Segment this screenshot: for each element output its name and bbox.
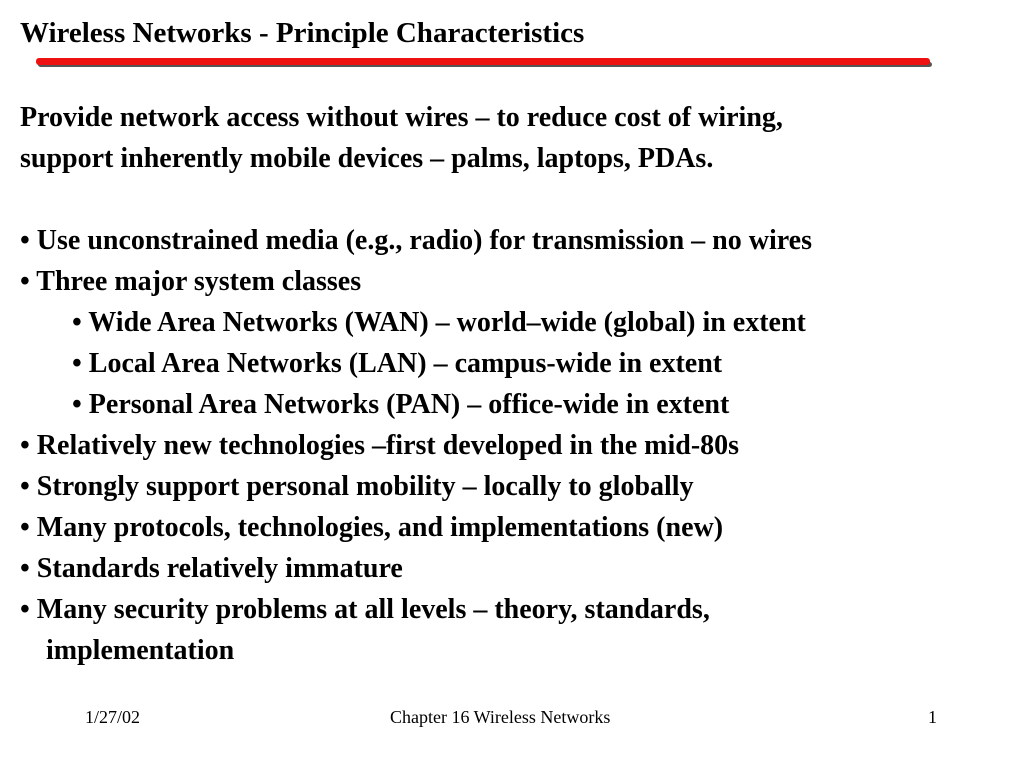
bullet-item: • Standards relatively immature bbox=[20, 553, 403, 584]
sub-bullet-item: • Local Area Networks (LAN) – campus-wide in extent bbox=[72, 348, 723, 379]
bullet-continuation: implementation bbox=[46, 635, 235, 666]
bullet-item: • Three major system classes bbox=[20, 266, 362, 297]
footer-chapter: Chapter 16 Wireless Networks bbox=[390, 707, 611, 727]
sub-bullet-item: • Personal Area Networks (PAN) – office-wide in extent bbox=[72, 389, 730, 420]
bullet-item: • Strongly support personal mobility – locally to globally bbox=[20, 471, 694, 502]
intro-line: support inherently mobile devices – palms, laptops, PDAs. bbox=[20, 143, 714, 174]
title-underline bbox=[36, 58, 930, 65]
bullet-item: • Use unconstrained media (e.g., radio) for transmission – no wires bbox=[20, 225, 812, 256]
spacer bbox=[20, 179, 1010, 220]
footer-page-number: 1 bbox=[928, 707, 937, 727]
footer-date: 1/27/02 bbox=[85, 707, 141, 727]
sub-bullet-item: • Wide Area Networks (WAN) – world–wide (global) in extent bbox=[72, 307, 806, 338]
bullet-item: • Relatively new technologies –first developed in the mid-80s bbox=[20, 430, 740, 461]
slide-title: Wireless Networks - Principle Characteristics bbox=[20, 17, 585, 49]
slide-body bbox=[20, 97, 1010, 671]
bullet-item: • Many security problems at all levels – theory, standards, bbox=[20, 594, 710, 625]
bullet-item: • Many protocols, technologies, and implementations (new) bbox=[20, 512, 724, 543]
intro-line: Provide network access without wires – to reduce cost of wiring, bbox=[20, 102, 783, 133]
